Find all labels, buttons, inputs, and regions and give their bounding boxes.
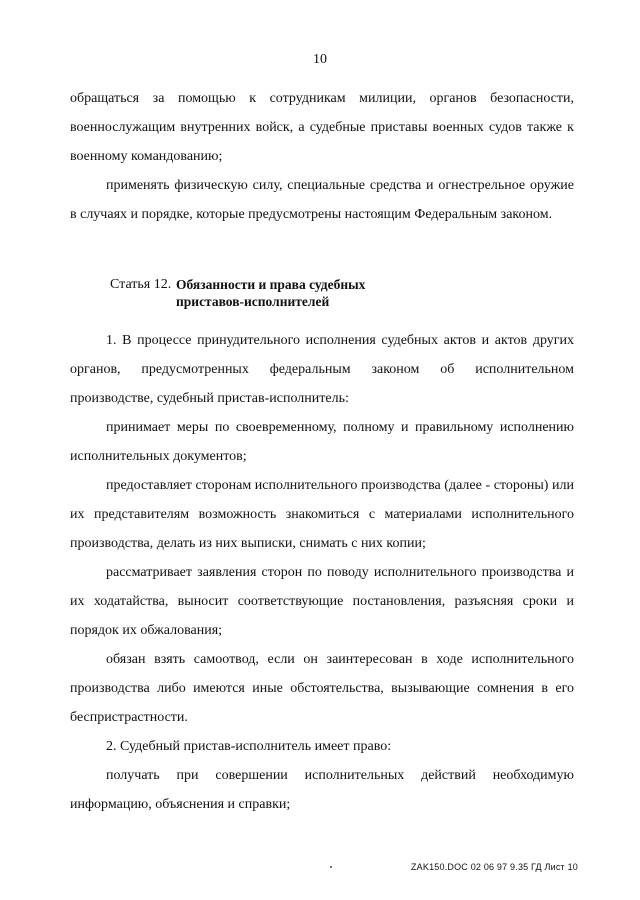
article-title-line2: приставов-исполнителей	[176, 294, 330, 309]
article-label: Статья 12.	[110, 277, 172, 292]
paragraph: 1. В процессе принудительного исполнения судебных актов и актов других органов, предусмотренных федеральным законом об исполнительном производстве, судебный пристав-исполнитель:	[70, 333, 574, 406]
article-heading	[70, 276, 574, 310]
page-number: 10	[313, 52, 327, 67]
paragraph: предоставляет сторонам исполнительного производства (далее - стороны) или их представителям возможность знакомиться с материалами исполнительного производства, делать из них выписки, снимать с них копии;	[70, 478, 574, 551]
paragraph: обращаться за помощью к сотрудникам милиции, органов безопасности, военнослужащим внутренних войск, а судебные приставы военных судов также к военному командованию;	[70, 91, 574, 164]
paragraph: получать при совершении исполнительных действий необходимую информацию, объяснения и справки;	[70, 768, 574, 812]
paragraph: 2. Судебный пристав-исполнитель имеет право:	[106, 739, 392, 754]
paragraph: рассматривает заявления сторон по поводу исполнительного производства и их ходатайства, выносит соответствующие постановления, разъясняя сроки и порядок их обжалования;	[70, 565, 574, 638]
paragraph: принимает меры по своевременному, полному и правильному исполнению исполнительных документов;	[70, 420, 574, 464]
scan-mark	[330, 866, 332, 868]
document-body	[70, 84, 574, 819]
paragraph: применять физическую силу, специальные средства и огнестрельное оружие в случаях и порядке, которые предусмотрены настоящим Федеральным законом.	[70, 178, 574, 222]
footer-file-info: ZAK150.DOC 02 06 97 9.35 ГД Лист 10	[410, 862, 578, 872]
article-title-line1: Обязанности и права судебных	[176, 277, 366, 292]
paragraph: обязан взять самоотвод, если он заинтересован в ходе исполнительного производства либо имеются иные обстоятельства, вызывающие сомнения в его беспристрастности.	[70, 652, 574, 725]
